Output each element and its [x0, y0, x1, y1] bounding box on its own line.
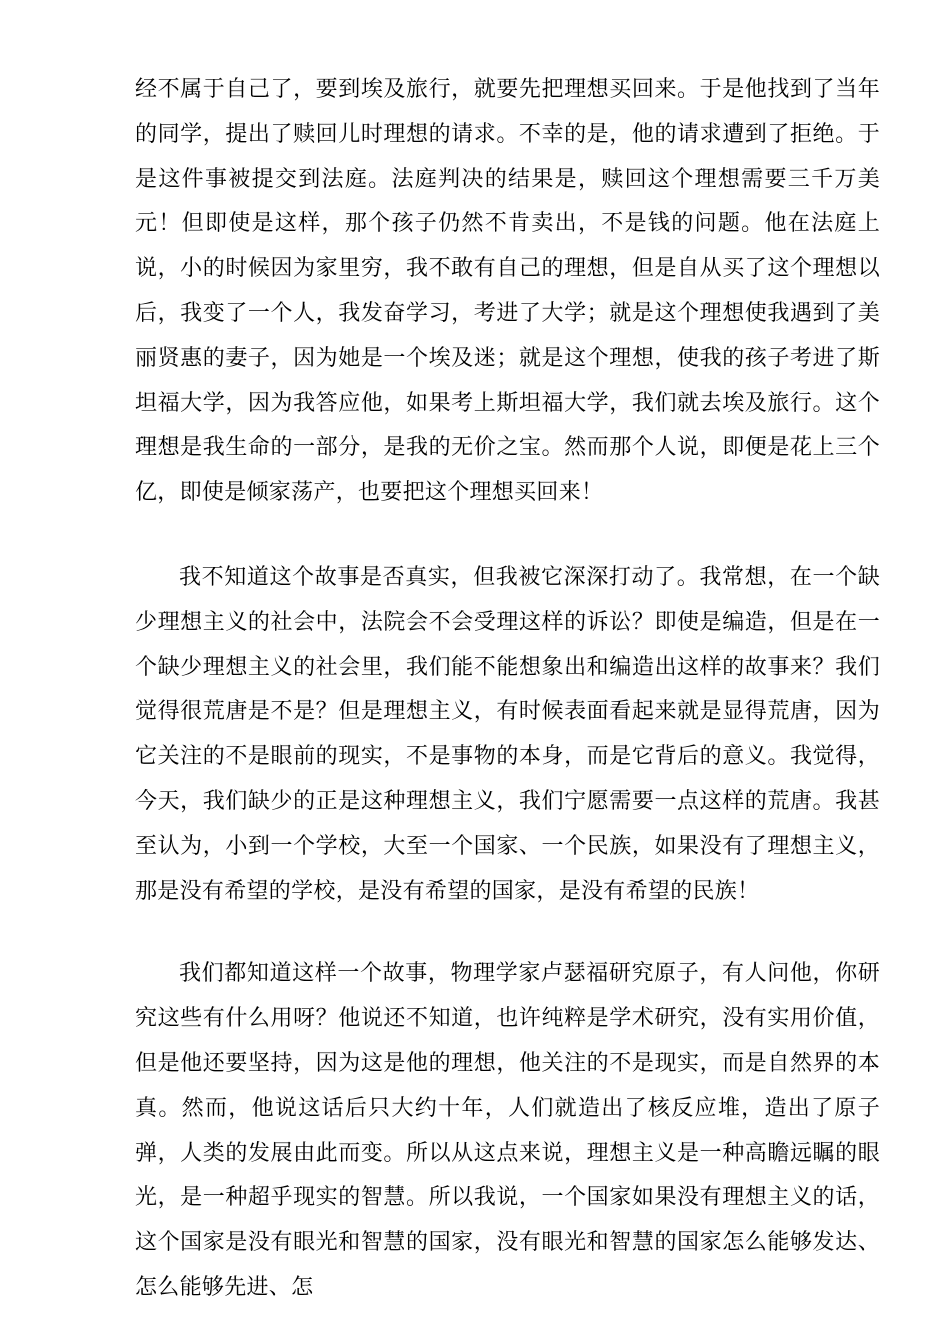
- paragraph-1: 经不属于自己了，要到埃及旅行，就要先把理想买回来。于是他找到了当年的同学，提出了赎回儿时理想的请求。不幸的是，他的请求遭到了拒绝。于是这件事被提交到法庭。法庭判决的结果是，赎回这个理想需要三千万美元！但即使是这样，那个孩子仍然不肯卖出，不是钱的问题。他在法庭上说，小的时候因为家里穷，我不敢有自己的理想，但是自从买了这个理想以后，我变了一个人，我发奋学习，考进了大学；就是这个理想使我遇到了美丽贤惠的妻子，因为她是一个埃及迷；就是这个理想，使我的孩子考进了斯坦福大学，因为我答应他，如果考上斯坦福大学，我们就去埃及旅行。这个理想是我生命的一部分，是我的无价之宝。然而那个人说，即便是花上三个亿，即使是倾家荡产，也要把这个理想买回来！: [135, 77, 880, 506]
- paragraph-2: 我不知道这个故事是否真实，但我被它深深打动了。我常想，在一个缺少理想主义的社会中，法院会不会受理这样的诉讼？即使是编造，但是在一个缺少理想主义的社会里，我们能不能想象出和编造出这样的故事来？我们觉得很荒唐是不是？但是理想主义，有时候表面看起来就是显得荒唐，因为它关注的不是眼前的现实，不是事物的本身，而是它背后的意义。我觉得，今天，我们缺少的正是这种理想主义，我们宁愿需要一点这样的荒唐。我甚至认为，小到一个学校，大至一个国家、一个民族，如果没有了理想主义，那是没有希望的学校，是没有希望的国家，是没有希望的民族！: [135, 564, 880, 904]
- paragraph-3: 我们都知道这样一个故事，物理学家卢瑟福研究原子，有人问他，你研究这些有什么用呀？他说还不知道，也许纯粹是学术研究，没有实用价值，但是他还要坚持，因为这是他的理想，他关注的不是现实，而是自然界的本真。然而，他说这话后只大约十年，人们就造出了核反应堆，造出了原子弹，人类的发展由此而变。所以从这点来说，理想主义是一种高瞻远瞩的眼光，是一种超乎现实的智慧。所以我说，一个国家如果没有理想主义的话，这个国家是没有眼光和智慧的国家，没有眼光和智慧的国家怎么能够发达、怎么能够先进、怎: [135, 961, 880, 1300]
- document-page: [135, 68, 880, 1311]
